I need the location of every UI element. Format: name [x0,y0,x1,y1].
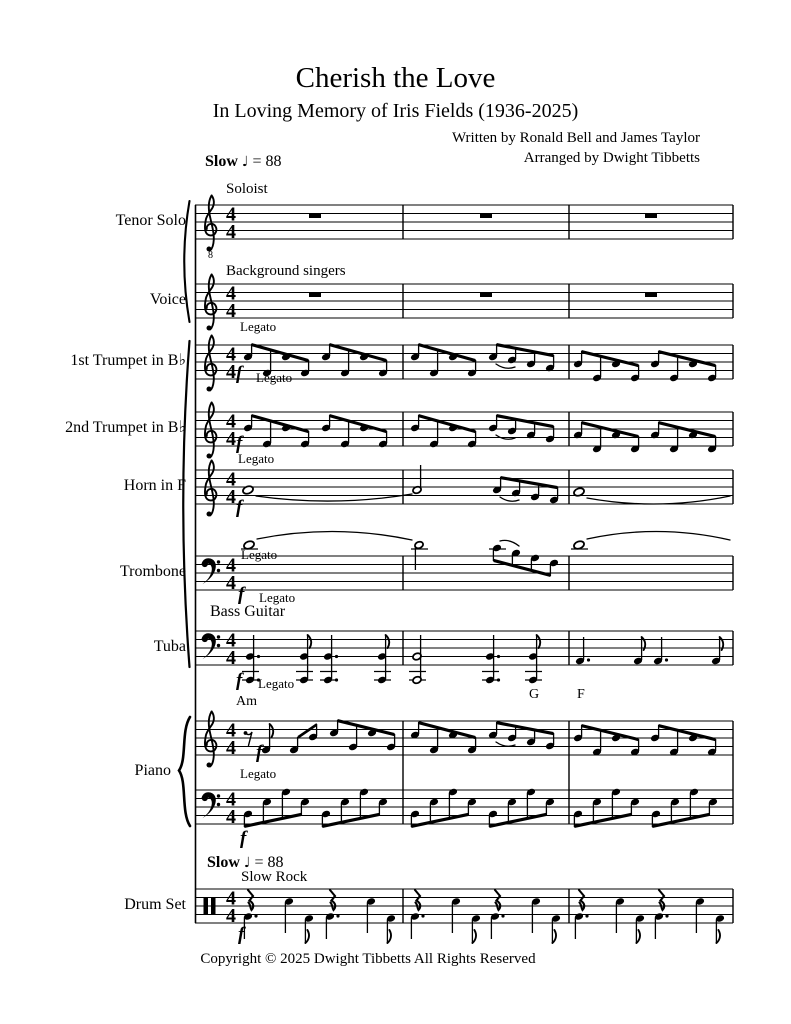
arranger-credit: Arranged by Dwight Tibbetts [523,150,700,166]
legato-trumpet1: Legato [240,319,277,334]
time-signature-numerator: 4 [226,629,236,652]
legato-trombone2: Legato [259,590,296,605]
copyright-notice: Copyright © 2025 Dwight Tibbetts All Rights Reserved [200,951,536,967]
instrument-label-trombone: Trombone [119,563,186,580]
chord-f: F [577,687,585,702]
treble-clef-icon [205,403,217,459]
bass-clef-icon [202,633,221,659]
bass-guitar-label: Bass Guitar [210,603,286,620]
time-signature-denominator: 4 [226,361,236,383]
piano-brace [179,717,190,826]
system-structures [179,201,196,923]
time-signature-numerator: 4 [226,282,236,305]
time-signature-denominator: 4 [226,300,236,322]
legato-piano: Legato [240,766,277,781]
instrument-label-drum-set: Drum Set [124,896,186,913]
slow-rock-label: Slow Rock [241,869,308,885]
instrument-label-voice: Voice [149,291,186,308]
writers-credit: Written by Ronald Bell and James Taylor [451,130,700,146]
instrument-label-trumpet-2: 2nd Trumpet in B♭ [65,419,186,436]
chord-g: G [529,687,540,702]
dyn-f-piano-rh: f [256,742,263,763]
time-signature-numerator: 4 [226,343,236,366]
clef-octave-8: 8 [208,250,213,261]
legato-horn: Legato [238,451,275,466]
staff-horn [195,461,733,517]
staff-drum-set [195,888,733,944]
dyn-f-tuba: f [236,670,243,691]
dyn-f-drums: f [238,924,245,945]
tempo-marking-drums: Slow ♩ = 88 [207,854,284,871]
treble-clef-icon [205,336,217,392]
time-signature-numerator: 4 [226,887,236,910]
time-signature-numerator: 4 [226,554,236,577]
instrument-label-tuba: Tuba [153,638,186,655]
treble-clef-icon [205,275,217,331]
time-signature-denominator: 4 [226,428,236,450]
page-subtitle: In Loving Memory of Iris Fields (1936-2025) [212,100,579,122]
page-title: Cherish the Love [295,62,496,94]
bass-clef-icon [202,792,221,818]
time-signature-denominator: 4 [226,806,236,828]
background-singers-label: Background singers [226,263,346,279]
staff-trumpet-2 [195,403,733,459]
staff-tenor-solo [195,196,733,262]
legato-trumpet2: Legato [256,370,293,385]
time-signature-numerator: 4 [226,719,236,742]
instrument-label-tenor-solo: Tenor Solo [115,212,186,229]
time-signature-numerator: 4 [226,468,236,491]
time-signature-denominator: 4 [226,905,236,927]
legato-trombone: Legato [241,547,278,562]
dyn-f-trumpet1: f [236,363,243,384]
time-signature-numerator: 4 [226,788,236,811]
dyn-f-trombone: f [238,584,245,605]
instrument-label-trumpet-1: 1st Trumpet in B♭ [70,352,186,369]
time-signature-numerator: 4 [226,203,236,226]
time-signature-denominator: 4 [226,737,236,759]
treble-clef-icon [205,196,217,252]
dyn-f-piano-lh: f [240,828,247,849]
time-signature-denominator: 4 [226,221,236,243]
treble-clef-icon [205,712,217,768]
instrument-label-piano-rh: Piano [134,762,171,779]
dyn-f-horn: f [236,497,243,518]
time-signature-denominator: 4 [226,647,236,669]
time-signature-numerator: 4 [226,410,236,433]
dyn-f-trumpet2: f [236,433,243,454]
chord-am: Am [236,694,257,709]
legato-tuba: Legato [258,676,295,691]
time-signature-denominator: 4 [226,572,236,594]
instrument-label-horn: Horn in F [123,477,186,494]
treble-clef-icon [205,461,217,517]
soloist-label: Soloist [226,181,268,197]
time-signature-denominator: 4 [226,486,236,508]
staff-piano-lh [195,788,733,828]
staff-trombone [195,531,733,594]
bass-clef-icon [202,558,221,584]
tempo-marking-top: Slow ♩ = 88 [205,153,282,170]
